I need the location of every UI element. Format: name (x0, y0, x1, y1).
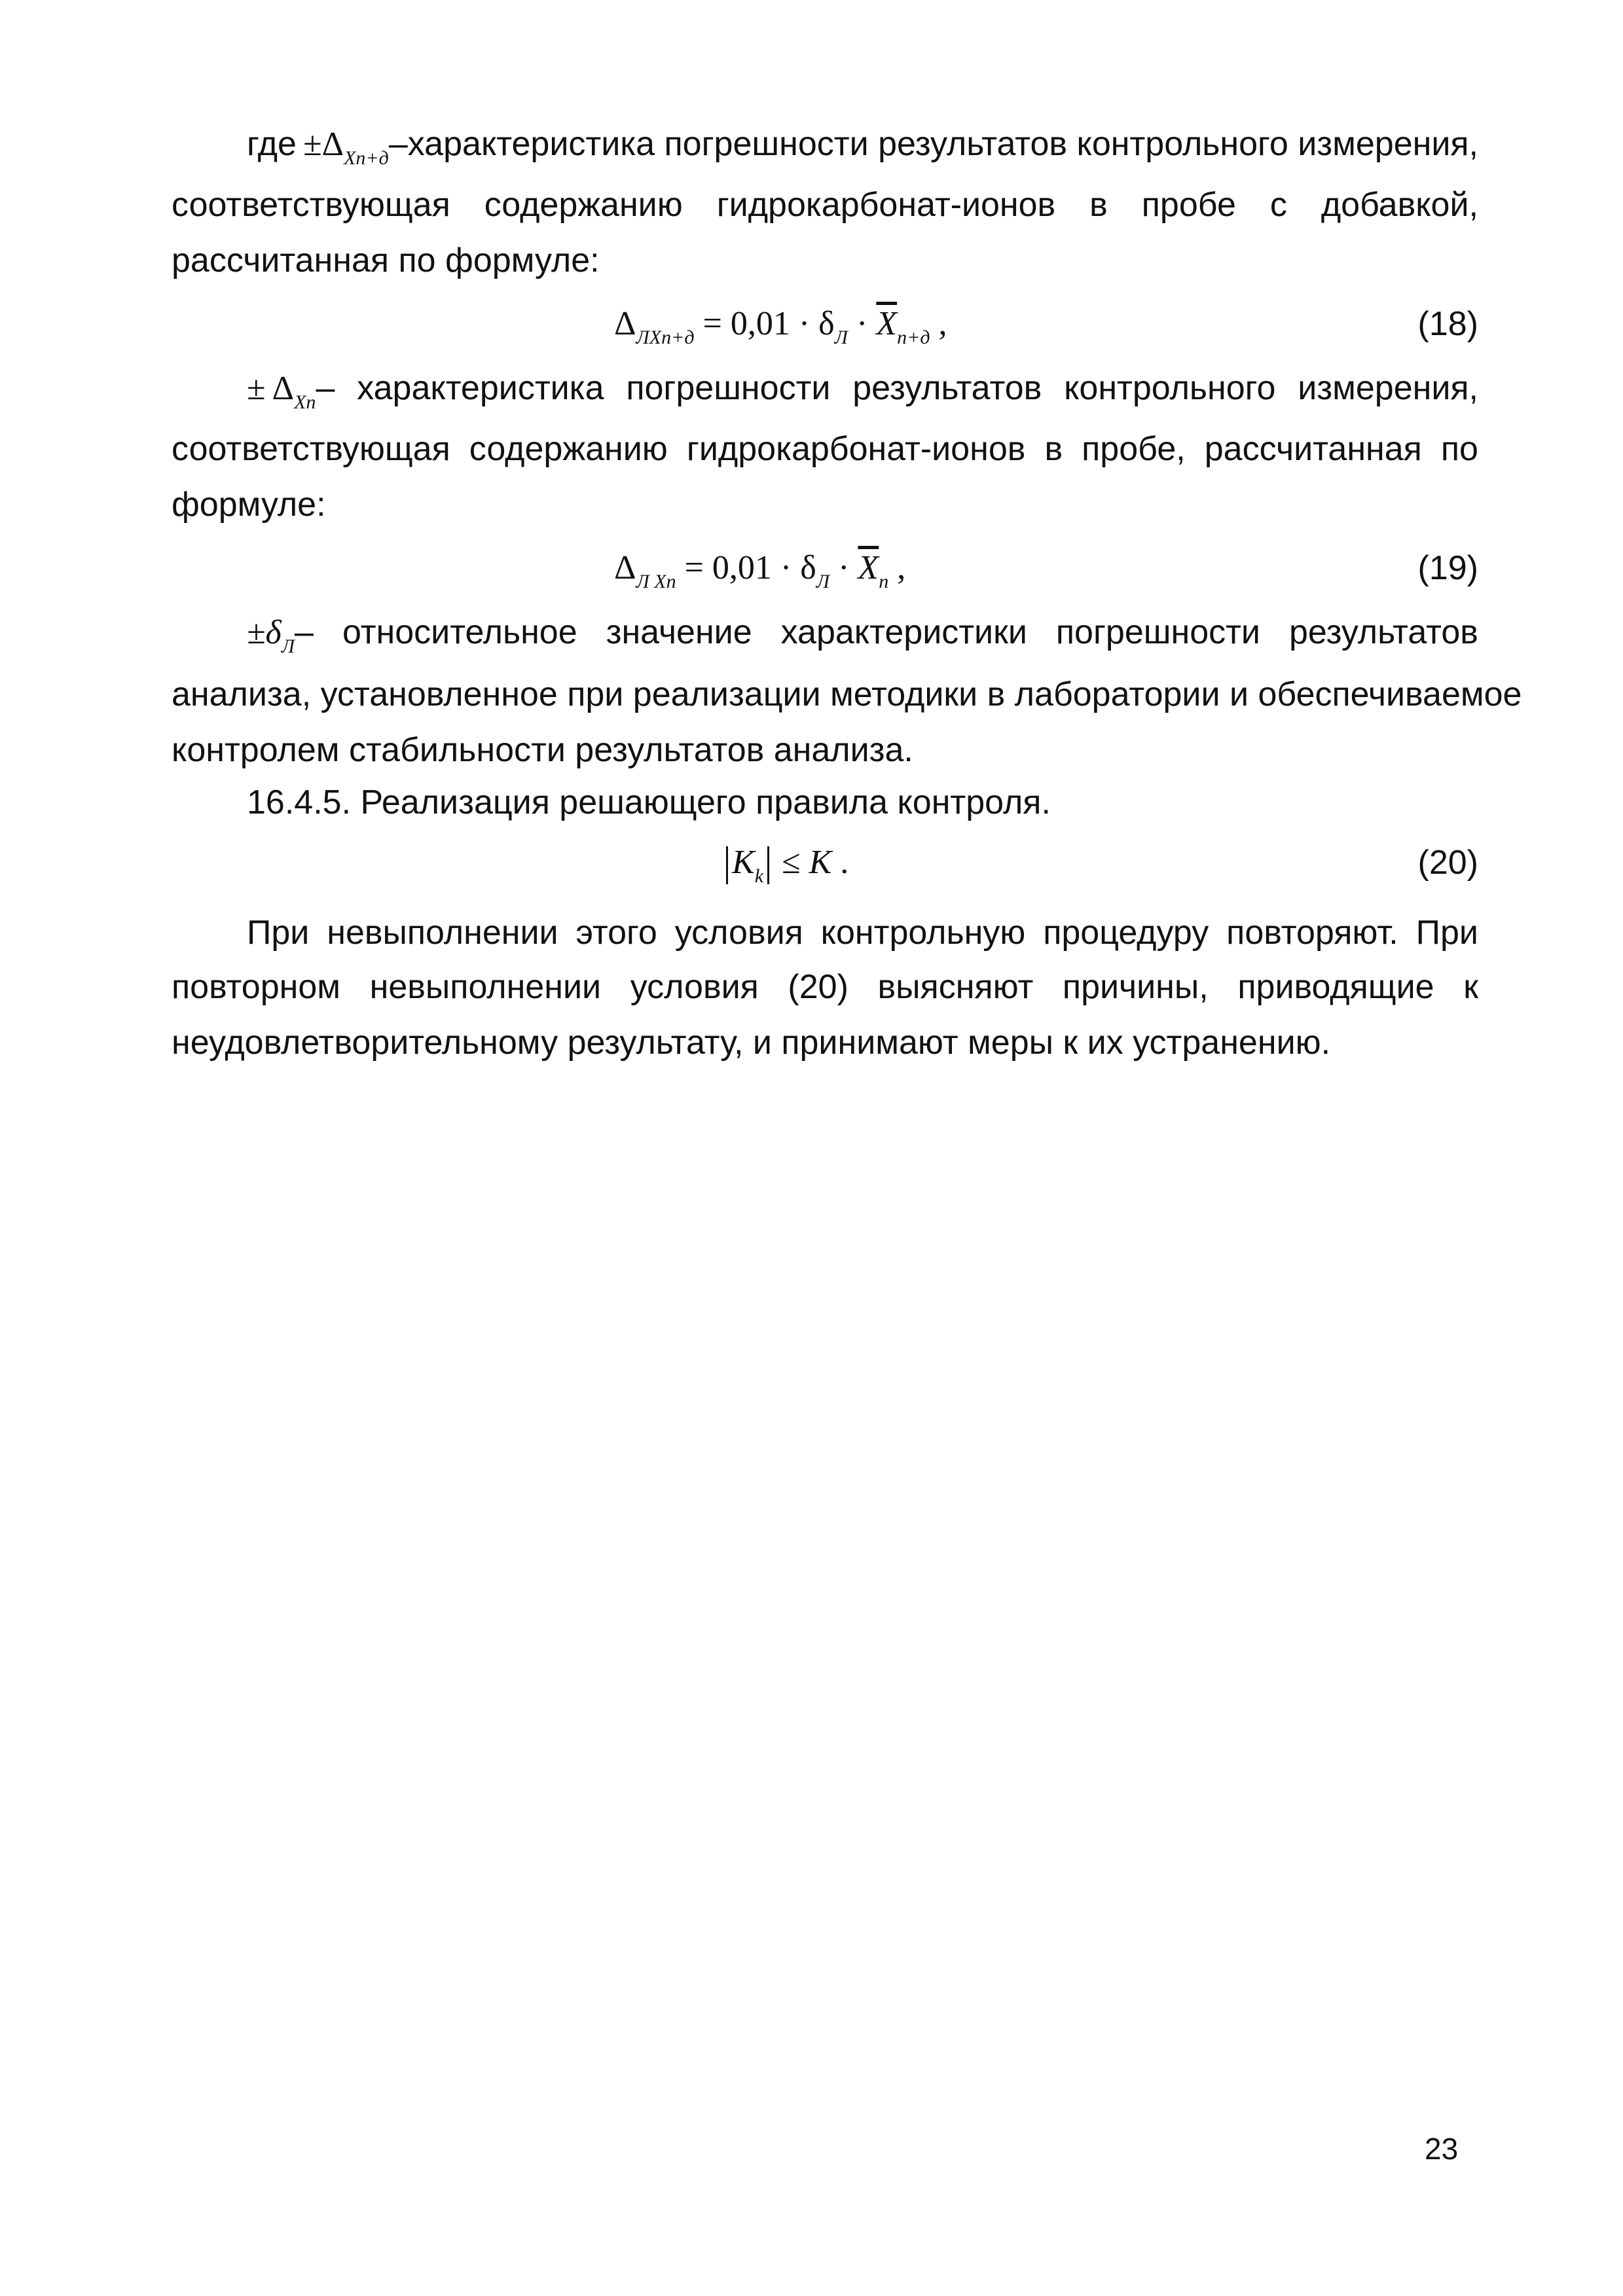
formula-18 (614, 304, 947, 348)
text: –характеристика погрешности результатов контрольного измерения, (388, 125, 1478, 163)
paragraph-4-line-2 (172, 967, 1478, 1007)
delta-term (303, 124, 1478, 169)
paragraph-4-line-1 (247, 913, 1478, 952)
rhs-part: = 0,01 · δ (684, 549, 816, 586)
subscript: п+д (897, 327, 930, 348)
paragraph-1-line-3: рассчитанная по формуле: (172, 242, 600, 279)
word: – (295, 613, 314, 651)
subscript: Xп+д (344, 147, 389, 169)
word: При (1415, 914, 1478, 952)
word: контрольного (1064, 369, 1276, 407)
word: по (1440, 430, 1478, 468)
equation-number-19: (19) (1417, 549, 1478, 587)
word: контрольную (820, 914, 1026, 952)
dot: · (830, 549, 858, 586)
tail: , (930, 305, 947, 342)
word: характеристики (780, 613, 1027, 651)
word: пробе, (1082, 430, 1186, 468)
paragraph-1-line-1 (247, 124, 1478, 169)
paragraph-2-line-2 (172, 429, 1478, 469)
word: приводящие (1237, 968, 1434, 1006)
word: выясняют (877, 968, 1034, 1006)
word: повторном (172, 968, 341, 1006)
subscript: Л (834, 327, 848, 348)
word: характеристика (357, 369, 604, 407)
equation-number-20: (20) (1417, 844, 1478, 882)
subscript: Л (281, 636, 295, 657)
word: процедуру (1043, 914, 1209, 952)
abs-bar-right (767, 846, 769, 884)
word: (20) (788, 968, 848, 1006)
word: относительное (342, 613, 577, 651)
word: значение (606, 613, 752, 651)
subscript: ЛXп+д (636, 327, 695, 348)
paragraph-2-line-1 (247, 368, 1478, 413)
subscript: Л (816, 571, 830, 592)
paragraph-2-line-3: формуле: (172, 486, 326, 524)
word: невыполнении (369, 968, 602, 1006)
tail: . (840, 844, 849, 881)
x-bar: $\overline{X}$ (858, 549, 879, 586)
word: – (316, 369, 335, 407)
delta-symbol: Δ (614, 549, 636, 586)
word: соответствующая (172, 430, 450, 468)
plus-minus-delta: ± Δ (247, 370, 295, 407)
delta-symbol: Δ (614, 305, 636, 342)
word: соответствующая (172, 186, 450, 224)
word: условия (630, 968, 759, 1006)
equation-number-18: (18) (1417, 305, 1478, 343)
word: результатов (1288, 613, 1478, 651)
k-symbol: K (732, 844, 755, 881)
subscript: Л Xп (636, 571, 676, 592)
word: повторяют. (1226, 914, 1398, 952)
delta-term (247, 613, 314, 657)
plus-minus-delta: ±Δ (303, 126, 344, 163)
word: к (1463, 968, 1478, 1006)
word: рассчитанная (1204, 430, 1422, 468)
word: измерения, (1298, 369, 1478, 407)
subscript: п (879, 571, 889, 592)
word: При (247, 914, 310, 952)
rhs-part: = 0,01 · δ (702, 305, 835, 342)
word: погрешности (626, 369, 831, 407)
word: в (1044, 430, 1063, 468)
subscript: Xп (294, 391, 316, 413)
word: результатов (852, 369, 1042, 407)
delta-term (247, 368, 335, 413)
abs-bar-left (726, 846, 728, 884)
word: где (247, 125, 297, 163)
word: невыполнении (327, 914, 558, 952)
word: погрешности (1055, 613, 1260, 651)
relation: ≤ (782, 844, 801, 881)
word: содержанию (484, 186, 683, 224)
word: в (1089, 186, 1108, 224)
word: гидрокарбонат-ионов (716, 186, 1056, 224)
page-number: 23 (1425, 2132, 1459, 2166)
word: условия (674, 914, 803, 952)
paragraph-3-line-3: контролем стабильности результатов анализа. (172, 731, 913, 769)
word: этого (575, 914, 657, 952)
dot: · (848, 305, 877, 342)
word: гидрокарбонат-ионов (686, 430, 1026, 468)
formula-20 (722, 843, 848, 887)
plus-minus-delta: ±δ (247, 614, 282, 651)
paragraph-3-line-2: анализа, установленное при реализации методики в лаборатории и обеспечиваемое (172, 675, 1522, 713)
word: с (1269, 186, 1287, 224)
section-heading: 16.4.5. Реализация решающего правила контроля. (247, 783, 1051, 821)
formula-19 (614, 548, 905, 592)
word: добавкой, (1321, 186, 1478, 224)
word: содержанию (469, 430, 668, 468)
x-bar: $\overline{X}$ (876, 305, 898, 342)
word: причины, (1062, 968, 1209, 1006)
word: пробе (1141, 186, 1236, 224)
tail: , (888, 549, 906, 586)
paragraph-4-line-3: неудовлетворительному результату, и принимают меры к их устранению. (172, 1024, 1331, 1062)
k-symbol-rhs: K (809, 844, 832, 881)
subscript: k (754, 865, 764, 887)
paragraph-3-line-1 (247, 613, 1478, 657)
paragraph-1-line-2 (172, 185, 1478, 224)
